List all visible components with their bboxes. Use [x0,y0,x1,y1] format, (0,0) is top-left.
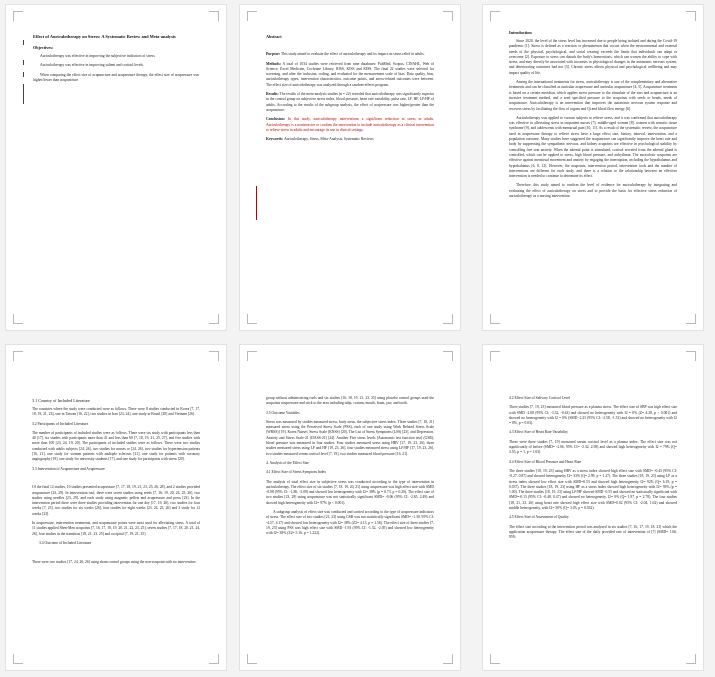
paragraph: When comparing the effect size of acupuncture and acupressure therapy, the effect size of acupressure was higher/lower than acupuncture. [33,72,199,82]
paragraph: 3.3 Intervention of Acupuncture and Acupressure [32,466,105,471]
paragraph: The effect size according to the intervention period was analyzed in six studies [7, 16, 17, 19, 18, 21] which the application acupressure therapy. The effect size of the daily provided rate of intervention of [7] (SMD= 1.66, 95% [509,524,677,540]
paragraph: Auriculotherapy was effective in improving the subjective indicators of stress. [40,54,156,58]
paragraph [266,43,434,48]
section-heading: 3.1 Country of Included Literature [32,398,90,403]
paragraph [32,476,200,481]
subsection-heading: The countries where the study were conducted were as follows. There were 8 studies conducted in Korea [7, 17, 18, 19, 21, 23], one in Taiwan [16, 22], two studies in Iran [23, 24], one study in Brazil [20] and Vietnam [26]. [32,407,200,417]
subsection-heading: 4. Analysis of the Effect Size [266,460,309,465]
paragraph-text: The results of the meta-analysis studies (n = 22) revealed that auriculotherapy was significantly superior in the control group on subjective stress index, blood pressure, heart rate variability, pulse rate, LF, HF, LF/HF of adults. According to the results of the subgroup analysis, the effect of acupressure was higher/greater than the acupuncture. [266,92,434,112]
page-thumbnail-2[interactable] [240,5,460,330]
paragraph: 3.4 Outcome of Included Literature [39,540,92,545]
paragraph: Three studies [7, 19, 23] measured blood pressure as a plasma stress. The effect size of SBP was high effect size with SMD -2.08 (95% CI: -3.32, -0.43) and showed no heterogeneity with I2 = 0% (Z= 4.28, p < 0.001) and showed no heterogeneity with I2 = 0% (SMD -2.23 (95% CI: -2.58, -1.52) and showed no heterogeneity with I2 = 0%, p = 0.03). [509,405,677,426]
subsection-heading: 4.3 Effect Size of Heart Rate Variability [509,430,568,435]
paragraph-text: A total of 1034 studies were retrieved from nine databases: PubMed, Scopus, CINAHL, Web of Science, Excel Medicine, Cochrane Library, RISS, KISS and KISS. The final 22 studies were selected for screening, and after the inclusion, coding, and evaluated for the measurement scale of bias. Data quality, bias, auriculotherapy types, intervention characteristics, outcome points, and stress-related outcomes were between. The effect size of auriculotherapy was analyzed through a random-effects program. [266,61,434,87]
paragraph: Therefore, this study aimed to confirm the level of evidence for auriculotherapy by integrating and evaluating the effect of auriculotherapy on stress and to provide the basis for effective stress reduction of auriculotherapy as a nursing intervention. [509,183,677,199]
page-number [266,165,434,170]
paragraph-methods [266,62,434,88]
paragraph: Auriculotherapy was applied to various subjects to relieve stress, and it was confirmed that auriculotherapy was effective in alleviating stress in outpatient nurses [7], middle-aged women [8], women with somatic tissue syndrome [9], and adolescents with menstrual pain [10, 11]. As a result of the systematic review, the acupuncture used in acupressure therapy to relieve stress have a large effect size, history, interval, intervention, and a population outcome. Many studies have suggested the acupuncture can significantly improve the heart rate and body by suppressing the sympathetic nervous, and kidney acupoints are effective in psychological stability by controlling free seat anxiety. When the adrenal point is stimulated, cortisol secreted from the adrenal gland is controlled, which can be applied to stress, high blood pressure, and arrhythmia. The auriculotic acupoints are effective against menstrual movement and anxiety by engaging the interruption, including the hypothalamus and hypothalamus [6, 8, 12]. However, the acupoints, intervention period, intervention tools and the number of interventions are different for each study, and there is a relation to the relationship between an effective intervention is needed to continue to determine its effect. [509,115,677,179]
paragraph-purpose [266,52,434,57]
paragraph-text: This study aimed to evaluate the effect of auriculotherapy and its impact on stress relief in adults. [281,52,425,57]
paragraph [32,550,200,555]
paragraph-keywords [266,137,434,142]
label-purpose: Purpose: [266,52,281,57]
paragraph-results [266,92,434,113]
page-thumbnail-6[interactable] [483,345,703,670]
paragraph: 3.2 Participants of Included Literature [32,421,89,426]
paragraph-text: In this study, auriculotherapy interventions a significant reduction in stress in adults. Auriculotherapy is a noninvasive to confirm the intervention to include auriculotherapy as a clinical intervention to relieve stress in adults and encourage its use in clinical settings. [266,117,434,132]
label-conclusion: Conclusion: [266,117,285,122]
page-content-4 [19,356,213,662]
paragraph [266,156,434,161]
subsection-heading: 3.5 Outcome Variables [266,410,300,415]
page-content-2 [253,16,447,322]
page-thumbnail-4[interactable] [6,345,226,670]
subsection-heading: The number of participants of included studies were as follows. There were six study with participants less than 40 [17], six studies with participants more than 41 and less than 60 [7, 18, 19, 21, 25, 27], and five studies with more than 100 [23, 24, 19, 20]. The participants of included studies were as follows. There were two studies conducted with adults subjects [24, 26], two studies for nurses or [24, 26], two studies for hypertension patients [16, 21], one study for women patients with multiple sclerosis [21], one study for patients with coronary angiography [19], one study for university students [17], and one study for participants with stress [20]. [32,430,200,462]
paragraph: Auriculotherapy was effective in improving salient and cortisol levels. [40,63,144,68]
label-methods: Methods: [266,61,281,66]
page-thumbnail-3[interactable] [483,5,703,330]
subsection-heading: There were two studies [17, 24, 26, 26] using sham control groups using the non-acupoint with no intervention [32,559,196,564]
subsection-heading: 4.2 Effect Size of Salivary Cortisol Level [509,396,571,400]
subsection-heading: 4.5 Effect Size of Assessment of Quality [509,515,569,520]
paragraph: These were three studies [7, 19] measured serum cortisol level as a plasma index. The effect size was not significantly of before (SMD= -2.06, 95% CI= -2.32, 2.58) and showed high heterogeneity with I2 = 79% (Q= 3.55, p = 1, p = 1.03). [509,439,677,455]
page-content-3 [496,16,690,322]
label-keywords: Keywords: [266,137,284,142]
page-thumbnail-1[interactable] [6,5,226,330]
paragraph: Stress was measured by studies measured stress, body areas, the subjective stress index. Three studies [7, 18, 21] measured stress using the Perceived Stress Scale (PSS), each of one study using Work Related Stress Scale (WRSS) [19], Korea Nurses' Stress Scale (KNSS) [20], The List of Stress Symptoms (LSS) [23], and Depression, Anxiety and Stress Scale-21 (DASS-21) [24]. Another Five stress levels [Autonomic test function test] (GSR), blood pressure was measured in four studies. Four studies measured stress using HRV [17, 19, 23, 26], three studies measured stress using LF and HF [19, 23, 26], four studies measured stress using LF/HF [17, 19, 23, 26], two studies measured serum cortisol level [7, 19], two studies measured blood pressure [16, 21]. [266,419,434,456]
paragraph: Among the international treatments for stress, auriculotherapy is one of the complementary and alternative treatments and can be classified as auricular acupressure and auricular acupuncture [4, 5]. Acupuncture treatment is based on a certain meridian, which applies stress pressure to the stimulate of the ears and acupuncture is an invasive treatment method, and a seed specified pressure to the acupoints with seeds or beads, needs of acupuncture. Auriculotherapy is an intervention that improves the autonomic nervous system response and recovers stress by facilitating the flow of organs and Qi and blood flow energy [6]. [509,80,677,111]
paragraph: In acupressure, intervention treatments, and acupuncture points were most used for alleviating stress. A total of 11 studies applied Shen-Men acupoints [7, 16, 17, 18, 19, 20, 21, 22, 23, 25], seven studies [7, 17, 18, 20, 21, 24, 26], four studies in the transition [18, 21, 23, 25] and occipital [7, 19, 21, 25]. [32,521,200,536]
paragraph: A subgroup analysis of effect size was conducted and carried according to the type of acupressure indicators of stress. The effect size of two studies [21, 23] using GSR was not statistically significant SMD= -1.30, 95% CI: -4.57, 4.17) and showed low heterogeneity with I2= 38% (Z2= 4.13, p = 1.56). The effect size of three studies [7, 19, 23] using PSS was high effect size with SMD -1.93 (95% CI: -1.32, -2.05) and showed low heterogeneity with I2= 38% (Z2= 5.16, p = 1.222). [266,510,434,536]
paragraph: The three studies [18, 19, 23] using HRV as a stress index showed high effect size with SMD= -0.43 (95% CI: -0.27, 0.87) and showed heterogeneity I2= 33% (Q= 2.99, p = 1.27). The three studies [18, 19, 23] using LF as a stress index showed low effect size with SMD=0.53 and showed high heterogeneity I2= 92% (Q= 6.19, p = 0.037). The three studies [18, 19, 23] using HF as a stress index showed high heterogeneity with I2= 93% (p = 1.00). The three studies [18, 19, 23] using LF/HF showed SMD -0.55 and showed no statistically significant with SMD=-0.13 (95% CI: -0.48, 0.47) and showed no heterogeneity, I2= 0% (Q= 1.97, p = 2.78). The four studies [18, 21, 23, 26] using heart rate showed high effect size with SMD=0.02 (95% CI: -2.04, 1.62) and showed middle heterogeneity, with I2= 50% (Q= 3.03, p = 0.032). [509,468,677,511]
page-thumbnail-5[interactable] [240,345,460,670]
paragraph: The analysis of total effect size in subjective stress was conducted according to the type of intervention in auriculotherapy. The effect size of six studies [7, 18, 19, 20, 21] using acupressure was high effect size with SMD -0.98 (95% CI: -1.86, -3.09) and showed low heterogeneity with I2= 38% (p = 0.73, p = 0.20). The effect size of two studies [23, 29] using acupuncture was not statistically significant SMD= -0.06 (95% CI: -2.65, 2.49) and showed high heterogeneity with I2= 97% (p < 0.001). [266,479,434,505]
section-heading-introduction: Introduction [509,30,532,35]
page-content-6 [496,356,690,662]
paragraph: Since 2020, the level of the stress level has increased due to people being isolated and during the Covid-19 pandemic [1]. Stress is defined as a reaction or phenomenon that occurs when the environmental and external needs of the physical, psychological, and social wearing exceeds the limits that individuals can adapt or overcome [2]. Exposure to stress can disturb the body's homeostasis, which can worsen the ability to cope with stress, and may directly be associated with increases in physiological changes in the autonomic nervous system, and deteriorating outcomes had not [3]. Chronic stress affects physical and psychological wellbeing and may impact quality of life. [509,39,677,75]
subsection-heading: 4.4 Effect Size of Blood Pressure and Heart Rate [509,459,582,464]
document-title: Effect of Auriculotherapy on Stress: A Systematic Review and Meta-analysis [33,34,176,39]
paragraph [266,146,434,151]
paragraph: group without administering tools and six studies [16, 18, 19, 21, 23, 25] using placebo control groups used the acupoints acupressure and stick to the area including tulip, corium, mouth, brain, jaw, and tooth. [266,396,434,406]
section-heading-abstract: Abstract [266,34,282,39]
subsection-heading: 4.1 Effect Size of Stress Symptom Index [266,470,327,475]
subsection-heading: Of the final 12 studies, 10 studies presented acupressure [7, 17, 18, 19, 21, 23, 25, 26, 28], and 2 studies provided acupuncture [23, 29]. In intervention tool, there were seven studies using seeds [7, 16, 19, 20, 24, 25, 26], two studies using needles [23, 29], and each study using magnetic pellets and acupressure and press [23]. In the intervention period there were three studies providing intervention for one day [17, 19, 20], two studies for four weeks [7, 23], two studies for six weeks [26], four studies for eight weeks [23, 24, 25, 26] and 3 study for 12 weeks [23]. [32,485,200,516]
section-heading-objectives: Objectives: [33,45,54,50]
page-content-5 [253,356,447,662]
label-results: Results: [266,92,279,97]
paragraph-text: Auriculotherapy, Stress, Meta-Analysis, Systematic Reviews [283,137,374,142]
page-content-1 [19,16,213,322]
paragraph-conclusion [266,117,434,133]
